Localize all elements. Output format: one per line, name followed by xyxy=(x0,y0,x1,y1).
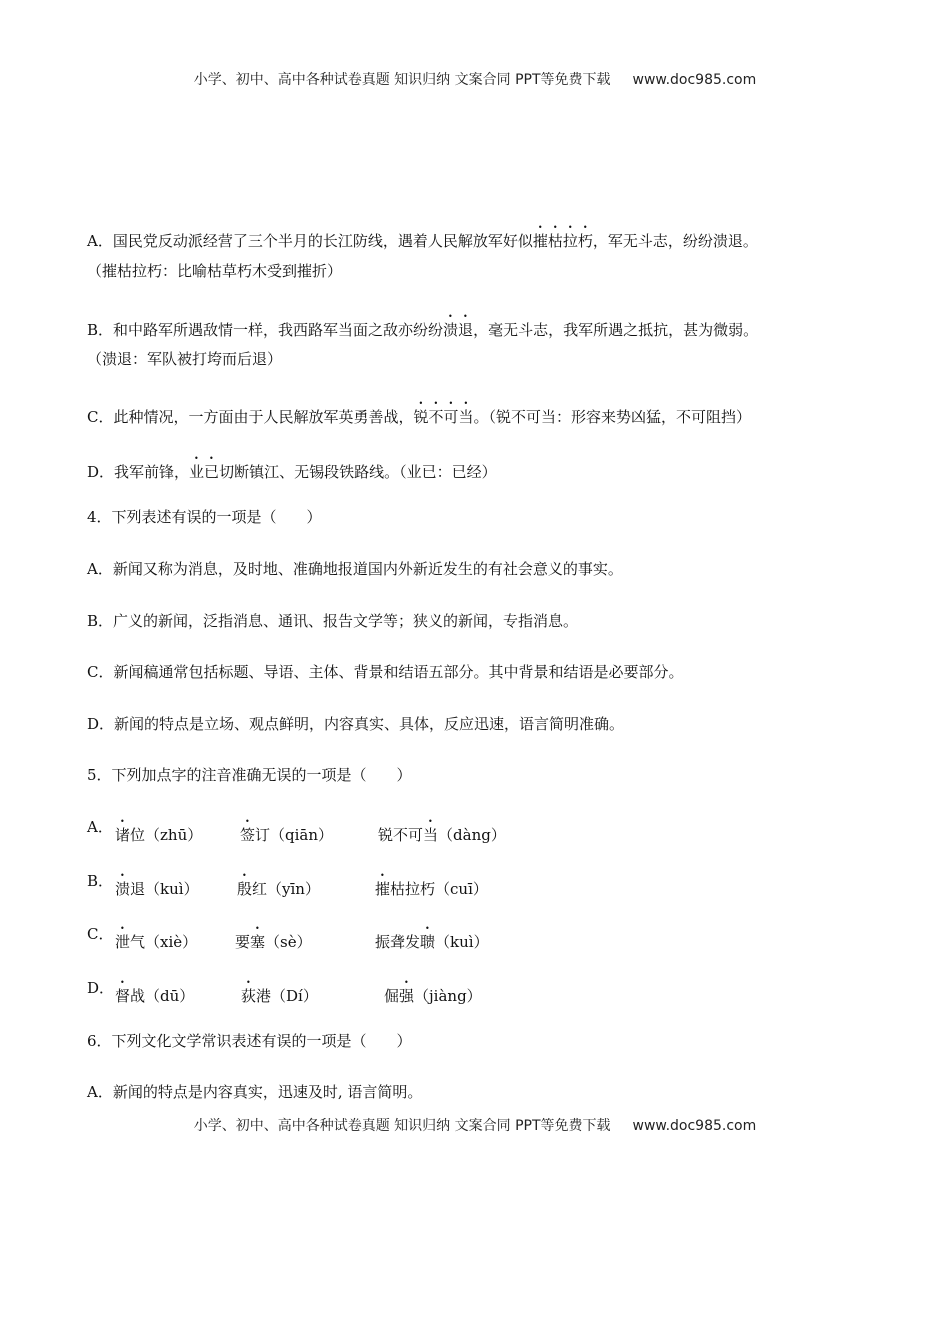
option-label: A． xyxy=(87,232,113,250)
option-label: D． xyxy=(87,979,115,997)
dotted-char: 督 xyxy=(115,987,131,1005)
item-3: 摧枯拉朽（cuī） xyxy=(375,880,488,898)
item-3: 振聋发聩（kuì） xyxy=(375,933,489,951)
item-2: 殷红（yīn） xyxy=(237,880,320,898)
header-site: www.doc985.com xyxy=(632,72,757,88)
dotted-char: 摧 xyxy=(375,880,391,898)
item-1: 溃退（kuì） xyxy=(115,880,199,898)
option-text: 和中路军所遇敌情一样，我西路军当面之敌亦纷纷 xyxy=(113,321,444,339)
q3-option-d xyxy=(87,454,497,482)
option-label: B． xyxy=(87,872,114,890)
footer-text: 小学、初中、高中各种试卷真题 知识归纳 文案合同 PPT等免费下载 xyxy=(193,1118,611,1134)
option-text: ，军无斗志，纷纷溃退。 xyxy=(592,232,758,250)
option-label: A． xyxy=(87,818,113,836)
item-3: 倔强（jiàng） xyxy=(384,987,482,1005)
dotted-char: 泄 xyxy=(115,933,131,951)
item-1: 诸位（zhū） xyxy=(115,826,203,844)
dotted-word: 溃退 xyxy=(443,321,474,339)
item-3: 锐不可当（dàng） xyxy=(378,826,506,844)
dotted-char: 诸 xyxy=(115,826,131,844)
dotted-char: 溃 xyxy=(115,880,131,898)
dotted-char: 聩 xyxy=(420,933,436,951)
option-label: B． xyxy=(87,321,114,339)
dotted-word: 摧枯拉朽 xyxy=(532,232,593,250)
footer-site: www.doc985.com xyxy=(632,1118,757,1134)
dotted-char: 当 xyxy=(423,826,439,844)
q5-stem: 5．下列加点字的注音准确无误的一项是（ ） xyxy=(87,766,412,784)
item-2: 要塞（sè） xyxy=(235,933,312,951)
q4-option-a: A．新闻又称为消息，及时地、准确地报道国内外新近发生的有社会意义的事实。 xyxy=(87,560,623,578)
option-label: C． xyxy=(87,408,114,426)
item-2: 荻港（Dí） xyxy=(241,987,318,1005)
q3-option-b-note: （溃退：军队被打垮而后退） xyxy=(87,350,283,368)
option-text: 此种情况，一方面由于人民解放军英勇善战， xyxy=(113,408,414,426)
q4-option-d: D．新闻的特点是立场、观点鲜明，内容真实、具体，反应迅速，语言简明准确。 xyxy=(87,715,625,733)
item-1: 泄气（xiè） xyxy=(115,933,198,951)
q6-option-a: A．新闻的特点是内容真实，迅速及时, 语言简明。 xyxy=(87,1083,423,1101)
option-text: 。（锐不可当：形容来势凶猛，不可阻挡） xyxy=(473,408,752,426)
q3-option-c xyxy=(87,399,751,427)
dotted-char: 强 xyxy=(399,987,415,1005)
option-label: D． xyxy=(87,463,115,481)
option-label: C． xyxy=(87,925,114,943)
dotted-char: 荻 xyxy=(241,987,257,1005)
q6-stem: 6．下列文化文学常识表述有误的一项是（ ） xyxy=(87,1032,412,1050)
q3-option-a xyxy=(87,223,758,251)
dotted-word: 锐不可当 xyxy=(413,408,474,426)
q3-option-b xyxy=(87,312,758,340)
header-text: 小学、初中、高中各种试卷真题 知识归纳 文案合同 PPT等免费下载 xyxy=(193,72,611,88)
page-header xyxy=(0,69,950,89)
q4-option-b: B．广义的新闻，泛指消息、通讯、报告文学等；狭义的新闻，专指消息。 xyxy=(87,612,579,630)
dotted-char: 殷 xyxy=(237,880,253,898)
item-2: 签订（qiān） xyxy=(240,826,334,844)
item-1: 督战（dū） xyxy=(115,987,195,1005)
dotted-char: 塞 xyxy=(250,933,266,951)
option-text: 国民党反动派经营了三个半月的长江防线，遇着人民解放军好似 xyxy=(112,232,533,250)
option-text: ，毫无斗志，我军所遇之抵抗，甚为微弱。 xyxy=(473,321,759,339)
q4-stem: 4．下列表述有误的一项是（ ） xyxy=(87,508,322,526)
dotted-char: 签 xyxy=(240,826,256,844)
q4-option-c: C．新闻稿通常包括标题、导语、主体、背景和结语五部分。其中背景和结语是必要部分。 xyxy=(87,663,684,681)
page-footer xyxy=(0,1115,950,1135)
q3-option-a-note: （摧枯拉朽：比喻枯草朽木受到摧折） xyxy=(87,262,343,280)
dotted-word: 业已 xyxy=(189,463,220,481)
option-text: 我军前锋， xyxy=(114,463,190,481)
option-text: 切断镇江、无锡段铁路线。（业已：已经） xyxy=(219,463,497,481)
